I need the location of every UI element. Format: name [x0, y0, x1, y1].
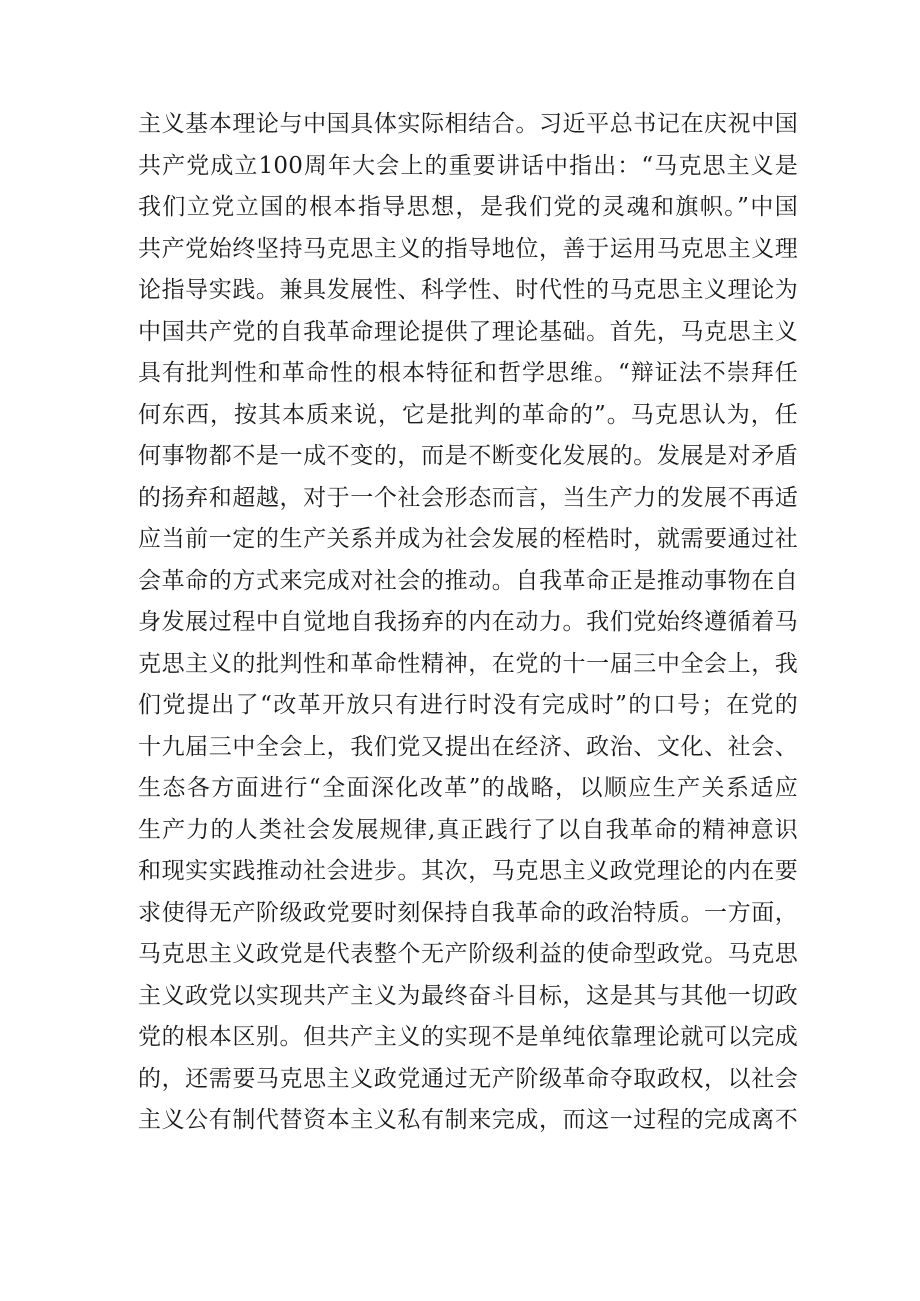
- text-line: 们党提出了“改革开放只有进行时没有完成时”的口号；在党的: [138, 692, 798, 718]
- text-line: 主义基本理论与中国具体实际相结合。习近平总书记在庆祝中国: [138, 111, 798, 137]
- text-line: 十九届三中全会上，我们党又提出在经济、政治、文化、社会、: [138, 733, 798, 760]
- text-line: 何事物都不是一成不变的，而是不断变化发展的。发展是对矛盾: [138, 443, 798, 469]
- text-line: 中国共产党的自我革命理论提供了理论基础。首先，马克思主义: [138, 318, 798, 345]
- text-line: 马克思主义政党是代表整个无产阶级利益的使命型政党。马克思: [138, 941, 798, 967]
- text-line: 共产党始终坚持马克思主义的指导地位，善于运用马克思主义理: [138, 235, 798, 262]
- text-line: 和现实实践推动社会进步。其次，马克思主义政党理论的内在要: [138, 858, 798, 884]
- text-line: 的，还需要马克思主义政党通过无产阶级革命夺取政权，以社会: [138, 1065, 798, 1092]
- text-line: 主义公有制代替资本主义私有制来完成，而这一过程的完成离不: [138, 1107, 798, 1133]
- text-line: 克思主义的批判性和革命性精神，在党的十一届三中全会上，我: [138, 650, 798, 677]
- body-text: [138, 104, 798, 1142]
- text-line: 身发展过程中自觉地自我扬弃的内在动力。我们党始终遵循着马: [138, 609, 798, 635]
- text-line: 会革命的方式来完成对社会的推动。自我革命正是推动事物在自: [138, 567, 798, 594]
- text-line: 生产力的人类社会发展规律,真正践行了以自我革命的精神意识: [138, 816, 798, 843]
- text-line: 我们立党立国的根本指导思想，是我们党的灵魂和旗帜。”中国: [138, 194, 798, 220]
- text-line: 共产党成立100周年大会上的重要讲话中指出：“马克思主义是: [138, 152, 798, 179]
- text-line: 应当前一定的生产关系并成为社会发展的桎梏时，就需要通过社: [138, 526, 798, 552]
- text-line: 论指导实践。兼具发展性、科学性、时代性的马克思主义理论为: [138, 277, 798, 303]
- text-line: 党的根本区别。但共产主义的实现不是单纯依靠理论就可以完成: [138, 1024, 798, 1050]
- text-line: 生态各方面进行“全面深化改革”的战略，以顺应生产关系适应: [138, 775, 798, 801]
- text-line: 具有批判性和革命性的根本特征和哲学思维。“辩证法不崇拜任: [138, 360, 798, 386]
- text-line: 何东西，按其本质来说，它是批判的革命的”。马克思认为，任: [138, 401, 798, 428]
- text-line: 求使得无产阶级政党要时刻保持自我革命的政治特质。一方面，: [138, 899, 798, 926]
- text-line: 主义政党以实现共产主义为最终奋斗目标，这是其与其他一切政: [138, 982, 798, 1009]
- text-line: 的扬弃和超越，对于一个社会形态而言，当生产力的发展不再适: [138, 484, 798, 511]
